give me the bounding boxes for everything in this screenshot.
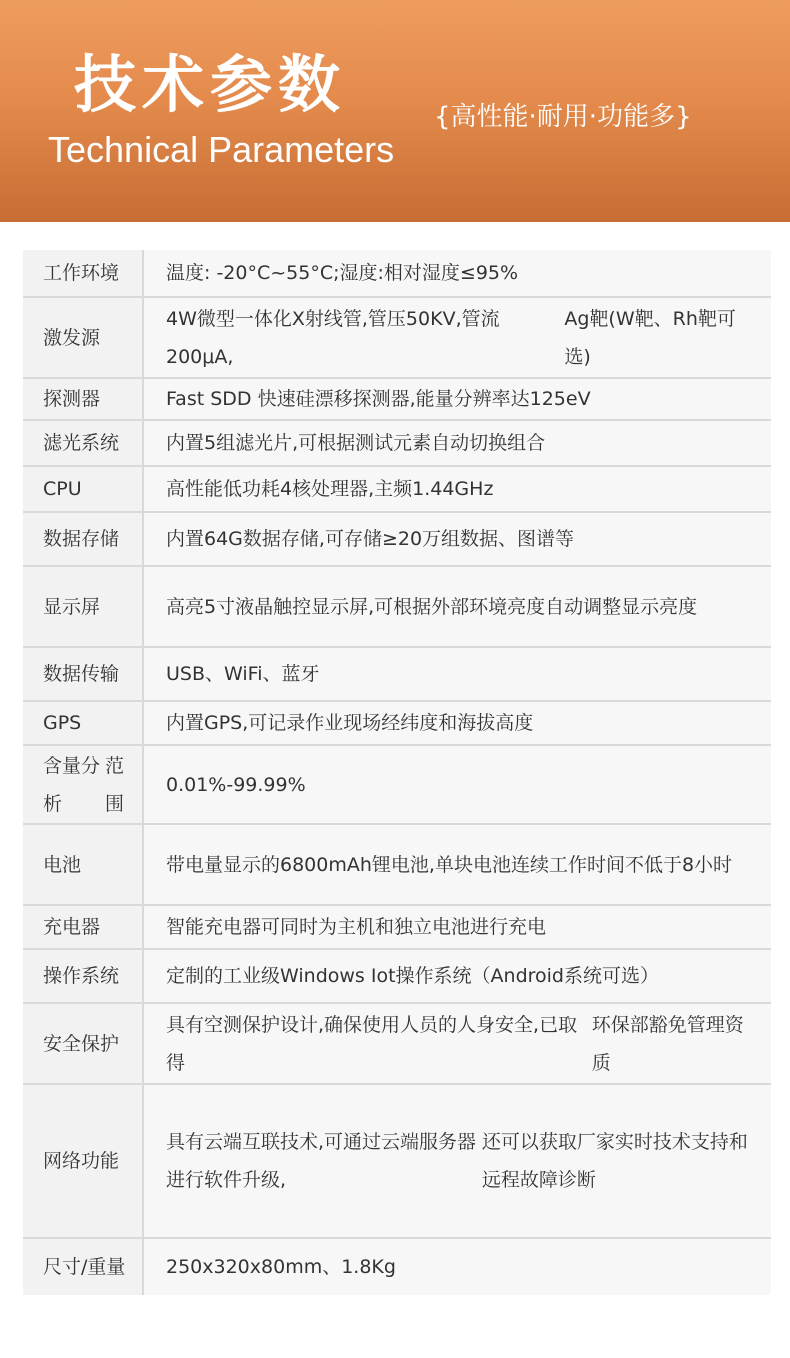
spec-value: 温度: -20°C~55°C;湿度:相对湿度≤95%	[144, 250, 771, 296]
spec-row	[23, 379, 771, 419]
spec-value: 0.01%-99.99%	[144, 746, 771, 823]
spec-label: 滤光系统	[23, 421, 142, 465]
spec-row	[23, 1085, 771, 1237]
spec-label: 安全保护	[23, 1004, 142, 1083]
spec-row	[23, 648, 771, 700]
spec-value: Fast SDD 快速硅漂移探测器,能量分辨率达125eV	[144, 379, 771, 419]
spec-label: 含量分析 范围	[23, 746, 142, 823]
spec-value: 内置5组滤光片,可根据测试元素自动切换组合	[144, 421, 771, 465]
spec-value: 高亮5寸液晶触控显示屏,可根据外部环境亮度自动 调整显示亮度	[144, 567, 771, 646]
spec-label: GPS	[23, 702, 142, 744]
spec-label: 工作环境	[23, 250, 142, 296]
spec-value: 定制的工业级Windows Iot操作系统（Android系统可选）	[144, 950, 771, 1002]
spec-row	[23, 746, 771, 823]
spec-label: 数据传输	[23, 648, 142, 700]
spec-row	[23, 1004, 771, 1083]
spec-value: USB、WiFi、蓝牙	[144, 648, 771, 700]
spec-label: 激发源	[23, 298, 142, 377]
tagline: {高性能·耐用·功能多}	[434, 102, 692, 132]
spec-table	[23, 250, 771, 1295]
spec-label: 尺寸/重量	[23, 1239, 142, 1295]
spec-row	[23, 1239, 771, 1295]
spec-row	[23, 702, 771, 744]
spec-row	[23, 567, 771, 646]
page-title: 技术参数	[74, 48, 347, 121]
spec-value: 高性能低功耗4核处理器,主频1.44GHz	[144, 467, 771, 511]
spec-label: CPU	[23, 467, 142, 511]
spec-row	[23, 421, 771, 465]
spec-value: 智能充电器可同时为主机和独立电池进行充电	[144, 906, 771, 948]
spec-label: 电池	[23, 825, 142, 904]
spec-value: 带电量显示的6800mAh锂电池,单块电池连续工作时间 不低于8小时	[144, 825, 771, 904]
spec-value: 250x320x80mm、1.8Kg	[144, 1239, 771, 1295]
spec-row	[23, 825, 771, 904]
spec-row	[23, 950, 771, 1002]
spec-value: 内置GPS,可记录作业现场经纬度和海拔高度	[144, 702, 771, 744]
spec-value: 内置64G数据存储,可存储≥20万组数据、图谱等	[144, 513, 771, 565]
spec-label: 探测器	[23, 379, 142, 419]
spec-label: 显示屏	[23, 567, 142, 646]
spec-value: 4W微型一体化X射线管,管压50KV,管流200μA, Ag靶(W靶、Rh靶可选)	[144, 298, 771, 377]
header-banner	[0, 0, 790, 222]
spec-value: 具有空测保护设计,确保使用人员的人身安全,已取得 环保部豁免管理资质	[144, 1004, 771, 1083]
spec-row	[23, 467, 771, 511]
spec-row	[23, 513, 771, 565]
spec-label: 操作系统	[23, 950, 142, 1002]
page-subtitle: Technical Parameters	[48, 129, 395, 170]
spec-label: 充电器	[23, 906, 142, 948]
spec-value: 具有云端互联技术,可通过云端服务器进行软件升级, 还可以获取厂家实时技术支持和远程故障诊断	[144, 1085, 771, 1237]
spec-row	[23, 298, 771, 377]
spec-label: 网络功能	[23, 1085, 142, 1237]
spec-row	[23, 250, 771, 296]
spec-row	[23, 906, 771, 948]
spec-label: 数据存储	[23, 513, 142, 565]
